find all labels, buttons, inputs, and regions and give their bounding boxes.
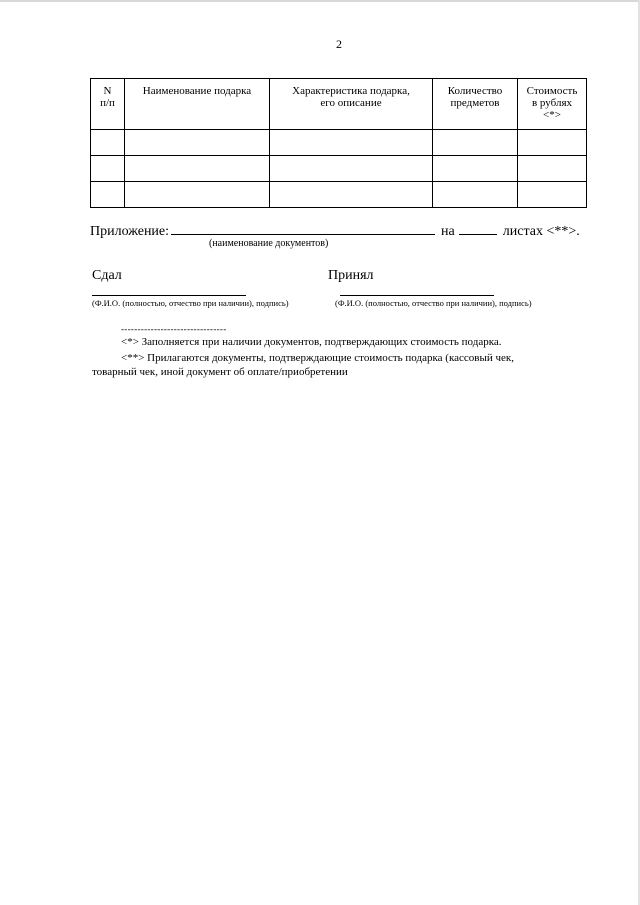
- handed-signature-hint: (Ф.И.О. (полностью, отчество при наличии), подпись): [92, 298, 289, 308]
- table-cell: [270, 182, 433, 208]
- gift-table: [90, 78, 587, 208]
- table-cell: [270, 130, 433, 156]
- table-cell: [91, 156, 125, 182]
- table-cell: [518, 130, 587, 156]
- header-gift-description: Характеристика подарка, его описание: [270, 79, 433, 130]
- received-signature-hint: (Ф.И.О. (полностью, отчество при наличии), подпись): [335, 298, 532, 308]
- attachment-line: [90, 219, 590, 240]
- footnote-2: <**> Прилагаются документы, подтверждающие стоимость подарка (кассовый чек,: [121, 352, 514, 364]
- table-cell: [125, 130, 270, 156]
- table-cell: [91, 130, 125, 156]
- received-label: Принял: [328, 268, 374, 283]
- table-cell: [433, 156, 518, 182]
- page-number: 2: [336, 37, 342, 51]
- table-cell: [518, 182, 587, 208]
- table-cell: [433, 182, 518, 208]
- table-cell: [433, 130, 518, 156]
- table-cell: [270, 156, 433, 182]
- table-row: [91, 130, 587, 156]
- attachment-documents-blank: [171, 219, 435, 235]
- attachment-on-label: на: [441, 224, 455, 239]
- page-edge-top: [0, 0, 640, 2]
- received-signature-line: [340, 295, 494, 296]
- table-header-row: [91, 79, 587, 130]
- footnote-separator: --------------------------------: [121, 324, 227, 334]
- handed-label: Сдал: [92, 268, 122, 283]
- table-cell: [125, 182, 270, 208]
- attachment-sheets-blank: [459, 219, 497, 235]
- attachment-label: Приложение:: [90, 224, 170, 239]
- header-cost: Стоимость в рублях <*>: [518, 79, 587, 130]
- table-row: [91, 182, 587, 208]
- header-quantity: Количество предметов: [433, 79, 518, 130]
- footnote-1: <*> Заполняется при наличии документов, подтверждающих стоимость подарка.: [121, 336, 502, 348]
- table-cell: [91, 182, 125, 208]
- header-gift-name: Наименование подарка: [125, 79, 270, 130]
- table-cell: [125, 156, 270, 182]
- attachment-sheets-label: листах <**>.: [502, 224, 580, 239]
- footnote-2-continuation: товарный чек, иной документ об оплате/приобретении: [92, 366, 348, 378]
- handed-signature-line: [92, 295, 246, 296]
- table-cell: [518, 156, 587, 182]
- attachment-documents-hint: (наименование документов): [209, 238, 329, 249]
- table-row: [91, 156, 587, 182]
- header-number: N п/п: [91, 79, 125, 130]
